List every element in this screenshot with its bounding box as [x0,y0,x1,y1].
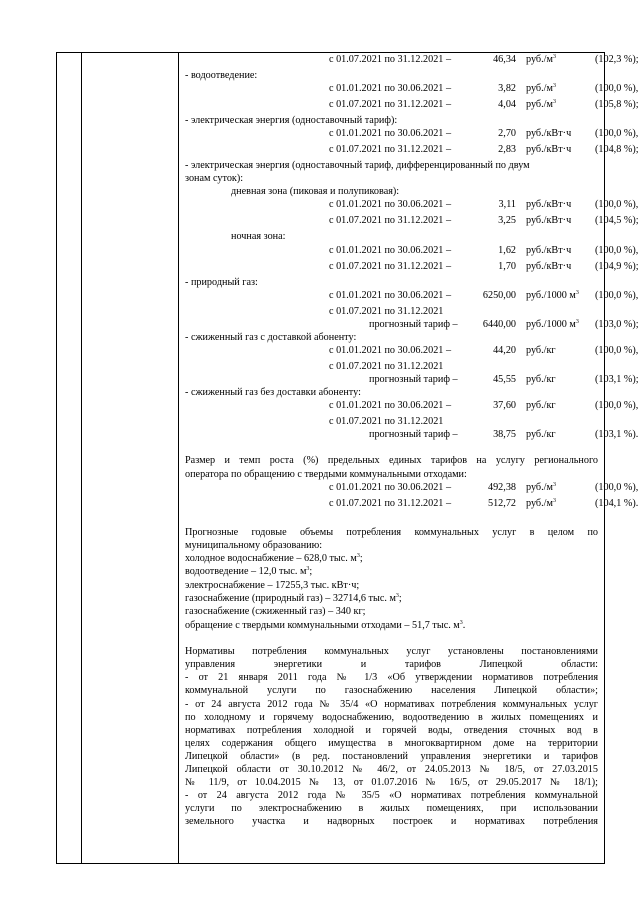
section-heading: - водоотведение: [185,70,258,81]
paragraph-line: нормативах потребления холодной и горячей воды, отведения сточных вод в [185,724,598,736]
growth-percent: (104,9 %); [595,260,639,272]
tariff-value: 46,34 [493,54,516,65]
forecast-label: прогнозный тариф – [369,374,458,386]
tariff-row [179,289,639,305]
forecast-label: прогнозный тариф – [369,429,458,441]
tariff-value: 3,25 [498,215,516,227]
tariff-row [179,399,639,415]
tariff-row [179,214,639,230]
paragraph-line: Нормативы потребления коммунальных услуг установлены постановлениями [185,646,598,658]
tariff-unit: руб./кг [526,344,556,356]
date-range: с 01.07.2021 по 31.12.2021 [329,360,444,372]
growth-percent: (103,1 %); [595,374,639,386]
date-range: с 01.01.2021 по 30.06.2021 – [329,400,452,412]
column-divider-1 [81,53,82,863]
tariff-value: 492,38 [487,481,516,493]
zone-heading: ночная зона: [231,231,286,243]
date-range: с 01.07.2021 по 31.12.2021 [329,305,444,317]
tariff-unit: $руб./м^3$ [526,99,556,111]
tariff-unit: руб./кг [526,374,556,386]
tariff-unit: руб./кВт·ч [526,215,572,227]
tariff-row [179,260,639,276]
tariff-row [179,318,639,331]
tariff-row [179,69,604,82]
date-range: с 01.01.2021 по 30.06.2021 – [329,289,452,301]
tariff-value: 3,82 [498,83,516,95]
growth-percent: (100,0 %), [595,481,639,493]
tariff-unit: руб./кВт·ч [526,260,572,272]
growth-percent: (103,0 %); [595,318,639,330]
date-range: с 01.01.2021 по 30.06.2021 – [329,481,452,493]
tariff-row [179,360,604,373]
paragraph-line: муниципальному образованию: [185,539,323,551]
growth-percent: (104,8 %); [595,144,639,156]
tariff-value: 37,60 [493,400,516,412]
regional-rates [179,481,639,513]
tariff-value: 4,04 [498,99,516,111]
growth-percent: (100,0 %), [595,83,639,95]
tariff-unit: руб./кВт·ч [526,144,572,156]
norms-paragraph [179,645,604,828]
section-heading: - сжиженный газ без доставки абоненту: [185,387,361,399]
tariff-unit: $руб./м^3$ [526,481,556,493]
tariff-row [179,172,604,185]
tariff-value: 1,70 [498,260,516,272]
tariff-row [179,497,639,513]
date-range: с 01.07.2021 по 31.12.2021 [329,416,444,428]
content-cell [179,53,639,828]
date-range: с 01.07.2021 по 31.12.2021 – [329,144,452,156]
growth-percent: (105,8 %); [595,99,639,111]
tariff-unit: $руб./м^3$ [526,497,556,509]
tariff-unit: руб./кг [526,429,556,441]
date-range: с 01.07.2021 по 31.12.2021 – [329,54,452,65]
date-range: с 01.01.2021 по 30.06.2021 – [329,83,452,95]
growth-percent: (100,0 %), [595,344,639,356]
tariff-row [179,53,639,69]
tariff-row [179,185,604,198]
volumes-list [179,552,604,632]
tariff-row [179,159,604,172]
tariff-value: 38,75 [493,429,516,441]
section-heading: - сжиженный газ с доставкой абоненту: [185,331,357,343]
growth-percent: (104,1 %). [595,497,639,509]
tariff-unit: руб./кВт·ч [526,128,572,140]
paragraph-line: Липецкой области от 30.10.2012 № 46/2, от 24.05.2013 № 18/5, от 27.03.2015 [185,763,598,775]
growth-percent: (100,0 %), [595,128,639,140]
tariff-row [179,386,604,399]
tariff-row [179,244,639,260]
tariff-unit: руб./кВт·ч [526,244,572,256]
volumes-intro [179,526,604,552]
date-range: с 01.07.2021 по 31.12.2021 – [329,497,452,509]
tariff-value: 45,55 [493,374,516,386]
paragraph-line: Размер и темп роста (%) предельных единых тарифов на услугу регионального [185,455,598,467]
paragraph-line: - от 24 августа 2012 года № 35/5 «О нормативах потребления коммунальной [185,790,598,802]
tariff-row [179,98,639,114]
tariff-value: 2,70 [498,128,516,140]
growth-percent: (100,0 %), [595,199,639,211]
section-heading: - электрическая энергия (одноставочный тариф): [185,115,398,127]
growth-percent: (100,0 %), [595,244,639,256]
tariff-value: 6250,00 [482,289,516,301]
date-range: с 01.07.2021 по 31.12.2021 – [329,260,452,272]
tariff-row [179,276,604,289]
tariff-unit: $руб./м^3$ [526,54,556,65]
forecast-label: прогнозный тариф – [369,318,458,330]
paragraph-line: управления энергетики и тарифов Липецкой области: [185,659,598,671]
tariff-row [179,331,604,344]
paragraph-line: - от 24 августа 2012 года № 35/4 «О нормативах потребления коммунальных услуг [185,698,598,710]
paragraph-line: № 11/9, от 10.04.2015 № 13, от 01.07.2016 № 16/5, от 29.05.2017 № 18/1); [185,777,598,789]
paragraph-line: услуги по электроснабжению в жилых помещениях, при использовании [185,803,598,815]
paragraph-line: оператора по обращению с твердыми коммунальными отходами: [185,468,467,480]
paragraph-line: Липецкой области» (в ред. постановлений управления энергетики и тарифов [185,750,598,762]
tariff-unit: $руб./м^3$ [526,83,556,95]
section-heading: - электрическая энергия (одноставочный тариф, дифференцированный по двум [185,160,530,172]
tariff-value: 3,11 [498,199,516,211]
zone-heading: дневная зона (пиковая и полупиковая): [231,186,400,198]
volume-item: водоотведение – 12,0 тыс. $м^3$; [185,566,313,578]
paragraph-line: по холодному и горячему водоснабжению, водоотведению в жилых помещениях и [185,711,598,723]
tariff-unit: руб./1000 $м^3$ [526,289,579,301]
growth-percent: (104,5 %); [595,215,639,227]
growth-percent: (102,3 %); [595,54,639,65]
tariff-row [179,82,639,98]
tariff-unit: руб./кг [526,400,556,412]
tariff-value: 44,20 [493,344,516,356]
tariff-row [179,481,639,497]
tariff-row [179,114,604,127]
date-range: с 01.01.2021 по 30.06.2021 – [329,128,452,140]
tariff-value: 1,62 [498,244,516,256]
tariff-list [179,53,639,441]
tariff-value: 6440,00 [482,318,516,330]
paragraph-line: коммунальной услуги по газоснабжению населения Липецкой области»; [185,685,598,697]
tariff-row [179,127,639,143]
volume-item: холодное водоснабжение – 628,0 тыс. $м^3$; [185,552,363,564]
tariff-value: 512,72 [487,497,516,509]
growth-percent: (103,1 %). [595,429,639,441]
growth-percent: (100,0 %), [595,289,639,301]
tariff-row [179,373,639,386]
section-heading: - природный газ: [185,276,258,288]
section-heading: зонам суток): [185,173,244,185]
growth-percent: (100,0 %), [595,400,639,412]
paragraph-line: Прогнозные годовые объемы потребления коммунальных услуг в целом по [185,526,598,538]
date-range: с 01.01.2021 по 30.06.2021 – [329,244,452,256]
table-frame [56,52,639,864]
tariff-row [179,428,639,441]
tariff-row [179,143,639,159]
volume-item: газоснабжение (природный газ) – 32714,6 тыс. $м^3$; [185,592,402,604]
paragraph-line: земельного участка и надворных построек и нормативах потребления [185,816,598,828]
tariff-row [179,305,604,318]
tariff-row [179,415,604,428]
tariff-unit: руб./кВт·ч [526,199,572,211]
paragraph-line: - от 21 января 2011 года № 1/3 «Об утверждении нормативов потребления [185,672,598,684]
volume-item: электроснабжение – 17255,3 тыс. кВт·ч; [185,579,360,591]
volume-item: газоснабжение (сжиженный газ) – 340 кг; [185,606,366,618]
date-range: с 01.07.2021 по 31.12.2021 – [329,99,452,111]
paragraph-line: целях содержания общего имущества в многоквартирном доме на территории [185,737,598,749]
regional-operator-paragraph [179,454,604,480]
tariff-unit: руб./1000 $м^3$ [526,318,579,330]
tariff-value: 2,83 [498,144,516,156]
date-range: с 01.01.2021 по 30.06.2021 – [329,199,452,211]
tariff-row [179,198,639,214]
date-range: с 01.01.2021 по 30.06.2021 – [329,344,452,356]
tariff-row [179,230,604,243]
volume-item: обращение с твердыми коммунальными отходами – 51,7 тыс. $м^3$. [185,619,466,631]
tariff-row [179,344,639,360]
date-range: с 01.07.2021 по 31.12.2021 – [329,215,452,227]
